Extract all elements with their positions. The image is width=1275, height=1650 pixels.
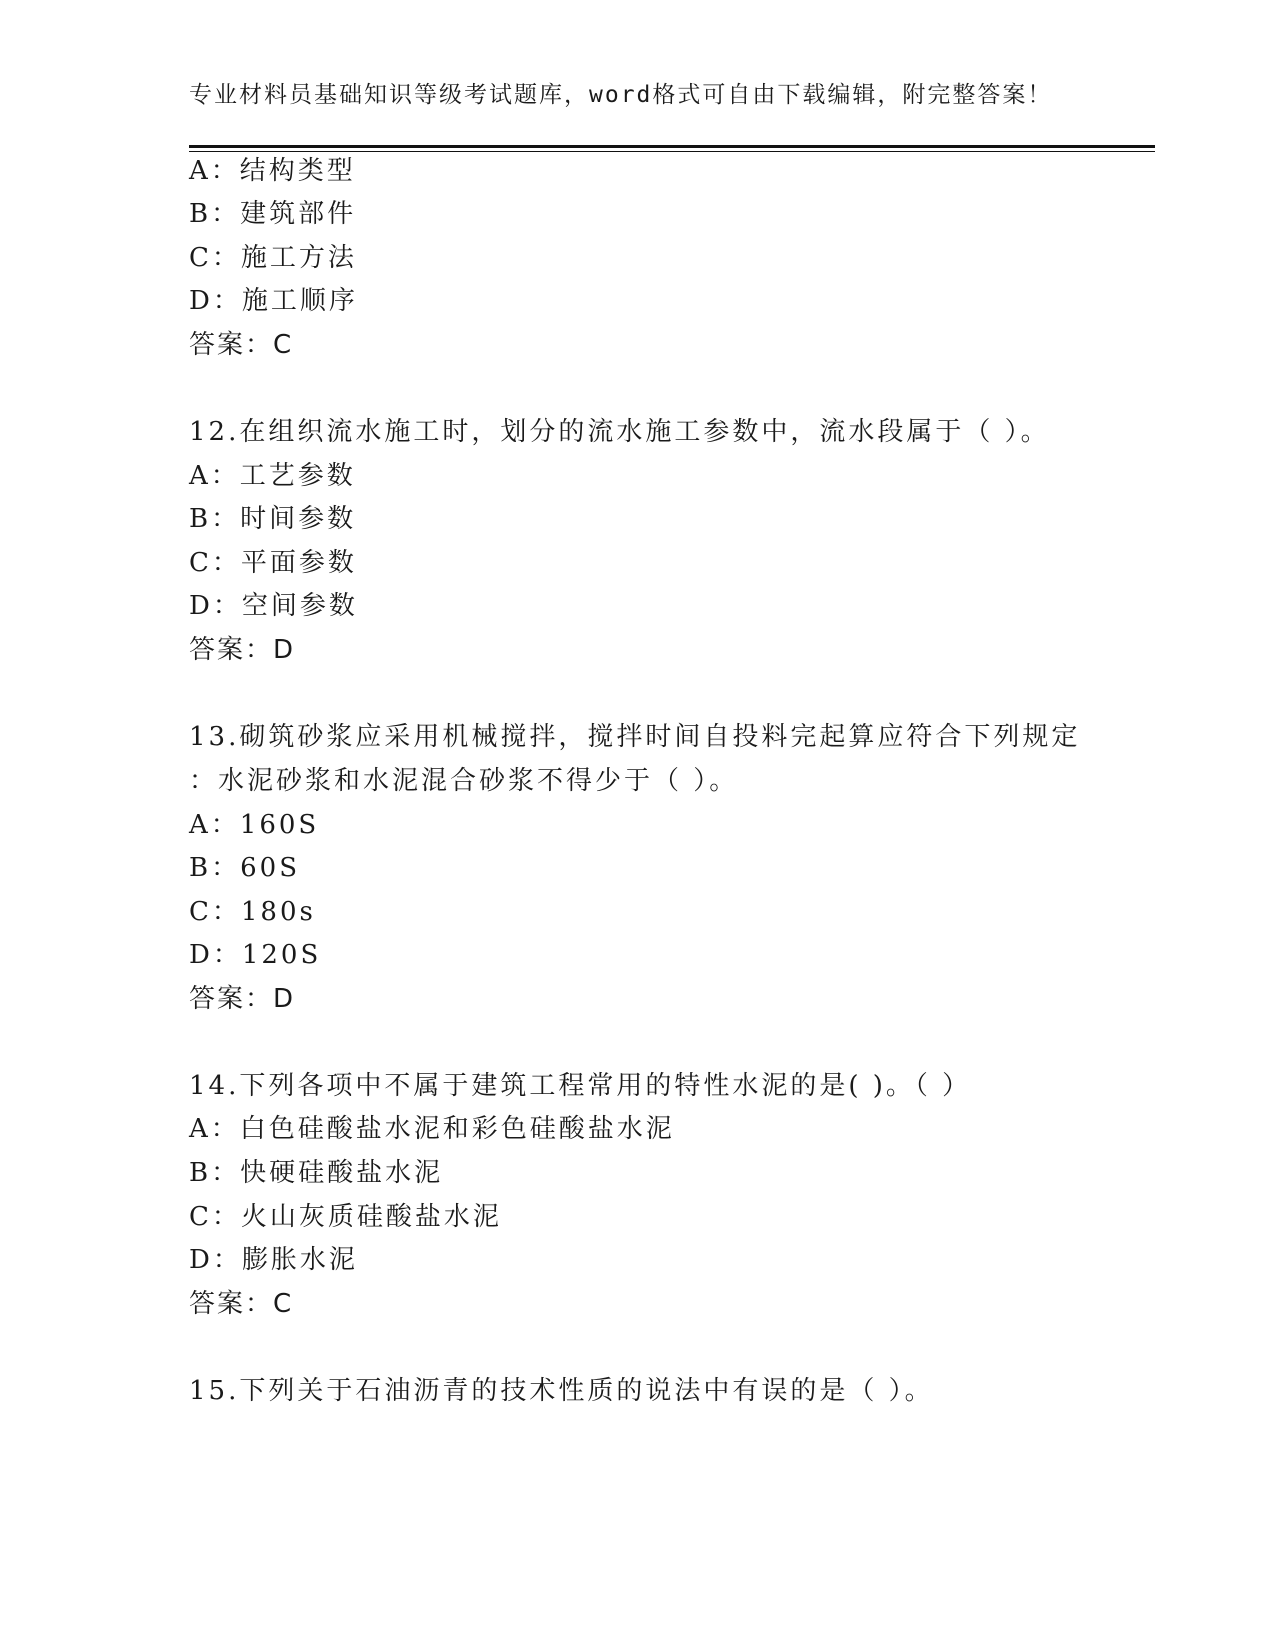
answer-label: 答案：D	[189, 984, 296, 1014]
question-stem-line-1: 13.砌筑砂浆应采用机械搅拌，搅拌时间自投料完起算应符合下列规定	[189, 722, 1081, 752]
option-c: C：平面参数	[189, 548, 357, 578]
option-a: A：160S	[189, 810, 320, 840]
option-c: C：施工方法	[189, 243, 357, 273]
header-title: 专业材料员基础知识等级考试题库，word格式可自由下载编辑，附完整答案！	[189, 82, 1053, 108]
question-stem-line-2: ：水泥砂浆和水泥混合砂浆不得少于（ ）。	[189, 766, 739, 796]
answer-label: 答案：C	[189, 1289, 294, 1319]
option-d: D：膨胀水泥	[189, 1245, 358, 1275]
option-c: C：火山灰质硅酸盐水泥	[189, 1202, 502, 1232]
answer-label: 答案：D	[189, 635, 296, 665]
question-stem: 12.在组织流水施工时，划分的流水施工参数中，流水段属于（ ）。	[189, 417, 1050, 447]
answer-label: 答案：C	[189, 330, 294, 360]
option-a: A：白色硅酸盐水泥和彩色硅酸盐水泥	[189, 1114, 675, 1144]
option-b: B：建筑部件	[189, 199, 357, 229]
option-a: A：结构类型	[189, 156, 356, 186]
option-b: B：60S	[189, 853, 301, 883]
header-rule-thin	[189, 151, 1155, 152]
header-rule-thick	[189, 145, 1155, 148]
option-d: D：120S	[189, 940, 322, 970]
option-a: A：工艺参数	[189, 461, 356, 491]
option-c: C：180s	[189, 897, 316, 927]
option-d: D：施工顺序	[189, 286, 358, 316]
question-stem: 14.下列各项中不属于建筑工程常用的特性水泥的是( )。（ ）	[189, 1071, 972, 1101]
option-d: D：空间参数	[189, 591, 358, 621]
option-b: B：快硬硅酸盐水泥	[189, 1158, 444, 1188]
question-stem: 15.下列关于石油沥青的技术性质的说法中有误的是（ ）。	[189, 1376, 934, 1406]
option-b: B：时间参数	[189, 504, 357, 534]
